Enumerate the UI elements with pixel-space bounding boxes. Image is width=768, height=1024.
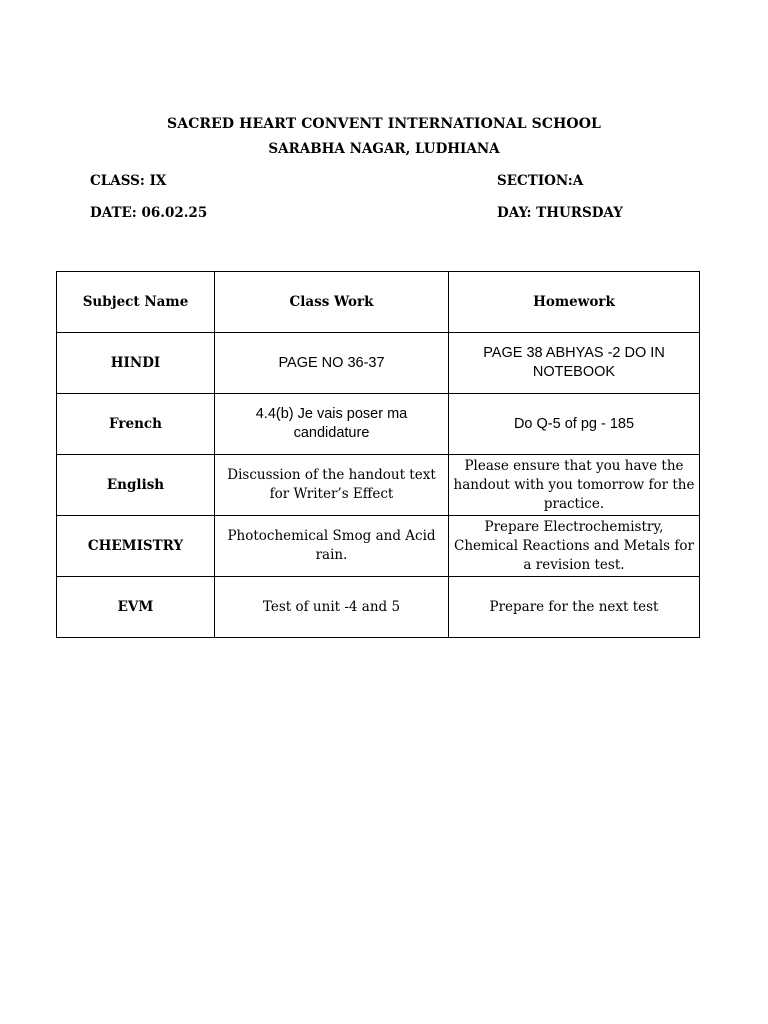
table-header-row (57, 272, 700, 333)
column-header-class-work: Class Work (215, 272, 449, 333)
column-header-subject: Subject Name (57, 272, 215, 333)
homework-cell: Please ensure that you have the handout with you tomorrow for the practice. (449, 455, 700, 516)
homework-cell: Do Q-5 of pg - 185 (449, 394, 700, 455)
section-label: SECTION:A (497, 173, 584, 189)
class-work-cell: PAGE NO 36-37 (215, 333, 449, 394)
date-label: DATE: 06.02.25 (90, 205, 208, 221)
table-row (57, 516, 700, 577)
subject-cell: French (57, 394, 215, 455)
table-row (57, 455, 700, 516)
class-work-cell: 4.4(b) Je vais poser ma candidature (215, 394, 449, 455)
subject-cell: EVM (57, 577, 215, 638)
homework-cell: Prepare Electrochemistry, Chemical Reactions and Metals for a revision test. (449, 516, 700, 577)
school-name: SACRED HEART CONVENT INTERNATIONAL SCHOOL (167, 116, 601, 132)
class-work-cell: Photochemical Smog and Acid rain. (215, 516, 449, 577)
homework-cell: Prepare for the next test (449, 577, 700, 638)
homework-cell: PAGE 38 ABHYAS -2 DO IN NOTEBOOK (449, 333, 700, 394)
day-label: DAY: THURSDAY (497, 205, 623, 221)
school-address: SARABHA NAGAR, LUDHIANA (268, 141, 500, 157)
subject-cell: HINDI (57, 333, 215, 394)
class-work-cell: Test of unit -4 and 5 (215, 577, 449, 638)
homework-table (56, 271, 700, 638)
table-row (57, 333, 700, 394)
column-header-homework: Homework (449, 272, 700, 333)
table-row (57, 394, 700, 455)
class-work-cell: Discussion of the handout text for Writer’s Effect (215, 455, 449, 516)
class-label: CLASS: IX (90, 173, 167, 189)
table-row (57, 577, 700, 638)
subject-cell: CHEMISTRY (57, 516, 215, 577)
subject-cell: English (57, 455, 215, 516)
